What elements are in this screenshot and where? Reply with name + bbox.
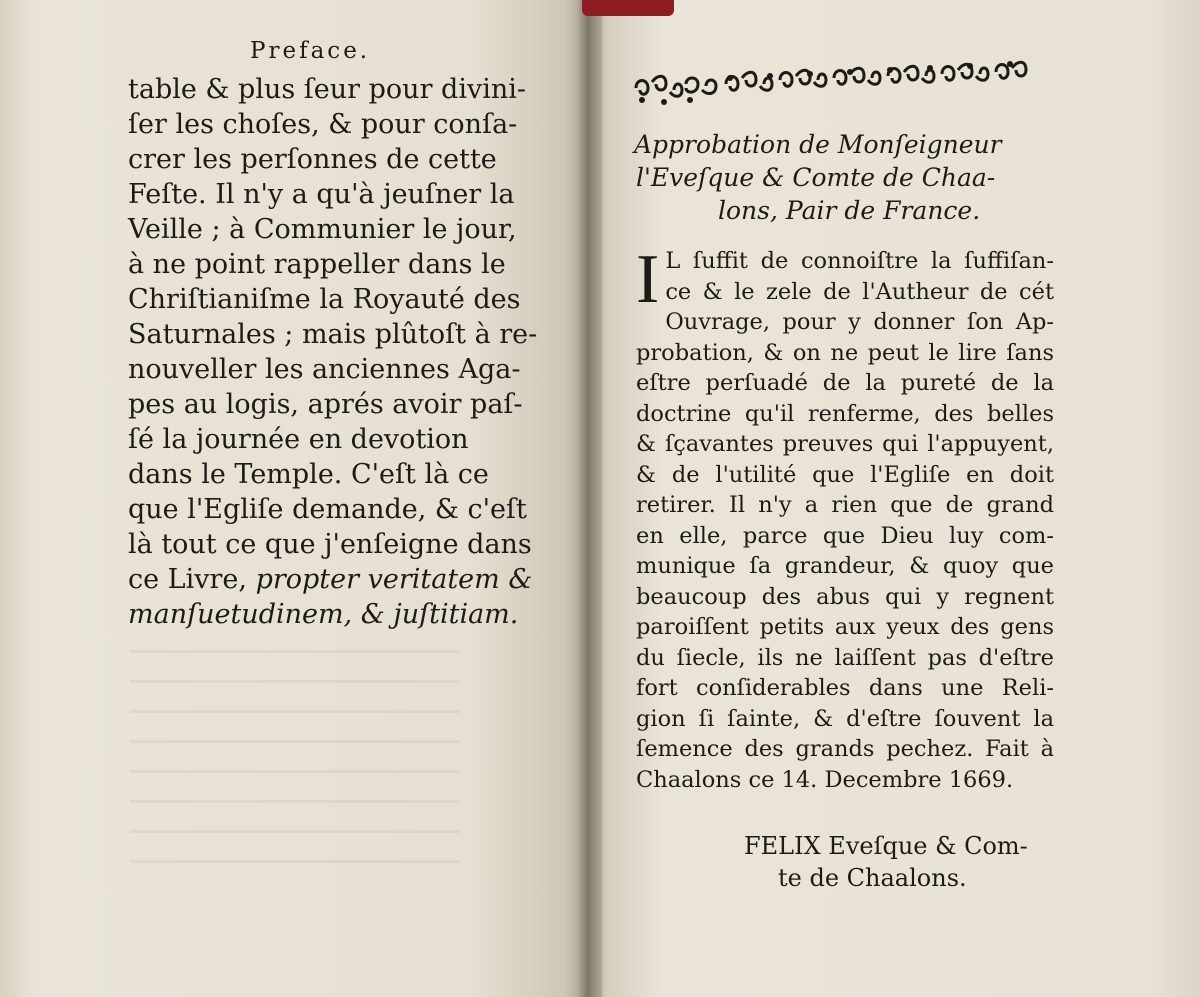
approbation-line: doctrine qu'il renferme, des belles — [636, 400, 1054, 427]
approbation-line: Chaalons ce 14. Decembre 1669. — [636, 766, 1014, 793]
preface-line: Saturnales ; mais plûtoſt à re- — [128, 319, 538, 350]
approbation-line: beaucoup des abus qui y regnent — [636, 583, 1054, 610]
preface-line: Veille ; à Communier le jour, — [128, 214, 517, 245]
preface-lines — [128, 72, 538, 562]
preface-line-15-latin: propter veritatem & — [255, 564, 533, 595]
approbation-line: du ſiecle, ils ne laiſſent pas d'eſtre — [636, 644, 1054, 671]
approbation-line: eſtre perſuadé de la pureté de la — [636, 370, 1054, 396]
book-gutter — [576, 0, 602, 997]
approbation-line: munique ſa grandeur, & quoy que — [636, 553, 1054, 579]
preface-line: Feſte. Il n'y a qu'à jeuſner la — [128, 179, 515, 210]
preface-line: que l'Egliſe demande, & c'eſt — [128, 494, 527, 525]
preface-line: là tout ce que j'enſeigne dans — [128, 529, 532, 560]
preface-line-15-roman: ce Livre, — [128, 564, 256, 595]
approbation-line: en elle, parce que Dieu luy com- — [636, 522, 1054, 549]
approbation-line: & ſçavantes preuves qui l'appuyent, — [636, 431, 1054, 457]
running-head: Preface. — [250, 38, 371, 64]
approbation-line: ſemence des grands pechez. Fait à — [636, 736, 1054, 762]
preface-line-16-latin: manſuetudinem, & juſtitiam. — [128, 599, 519, 630]
approbation-line: paroiſſent petits aux yeux des gens — [636, 614, 1054, 640]
preface-line: crer les perſonnes de cette — [128, 144, 497, 175]
approbation-lines — [636, 241, 1054, 795]
approbation-text — [636, 241, 1054, 795]
signature-block — [744, 830, 1028, 894]
preface-line: table & plus ſeur pour divini- — [128, 74, 527, 105]
title-line: lons, Pair de France. — [718, 196, 981, 225]
preface-text — [128, 72, 538, 632]
approbation-line: probation, & on ne peut le lire ſans — [636, 339, 1054, 366]
preface-line: Chriſtianiſme la Royauté des — [128, 284, 521, 315]
title-line: Approbation de Monſeigneur — [634, 130, 1002, 159]
signature-line: FELIX Eveſque & Com- — [744, 832, 1028, 860]
preface-line: ſer les choſes, & pour conſa- — [128, 109, 518, 140]
approbation-line: & de l'utilité que l'Egliſe en doit — [636, 461, 1054, 488]
drop-cap: I — [636, 241, 660, 318]
preface-line: ſé la journée en devotion — [128, 424, 469, 455]
approbation-title — [634, 128, 1034, 227]
approbation-line: fort conſiderables dans une Reli- — [636, 675, 1054, 701]
approbation-line: Ouvrage, pour y donner ſon Ap- — [665, 309, 1054, 335]
approbation-line: retirer. Il n'y a rien que de grand — [636, 492, 1054, 518]
approbation-line: L ſuffit de connoiſtre la ſuffiſan- — [665, 248, 1054, 274]
headpiece-ornament-icon — [630, 48, 1042, 116]
preface-line: à ne point rappeller dans le — [128, 249, 506, 280]
left-page — [0, 0, 588, 997]
signature-line: te de Chaalons. — [778, 864, 967, 892]
preface-line-15 — [128, 562, 534, 597]
title-line: l'Eveſque & Comte de Chaa- — [636, 163, 996, 192]
preface-line: nouveller les anciennes Aga- — [128, 354, 521, 385]
show-through-text — [130, 650, 460, 880]
bookmark-ribbon — [582, 0, 674, 16]
preface-line: pes au logis, aprés avoir paſ- — [128, 389, 523, 420]
approbation-line: gion ſi ſainte, & d'eſtre ſouvent la — [636, 705, 1054, 732]
preface-line: dans le Temple. C'eſt là ce — [128, 459, 489, 490]
approbation-line: ce & le zele de l'Autheur de cét — [665, 278, 1054, 305]
